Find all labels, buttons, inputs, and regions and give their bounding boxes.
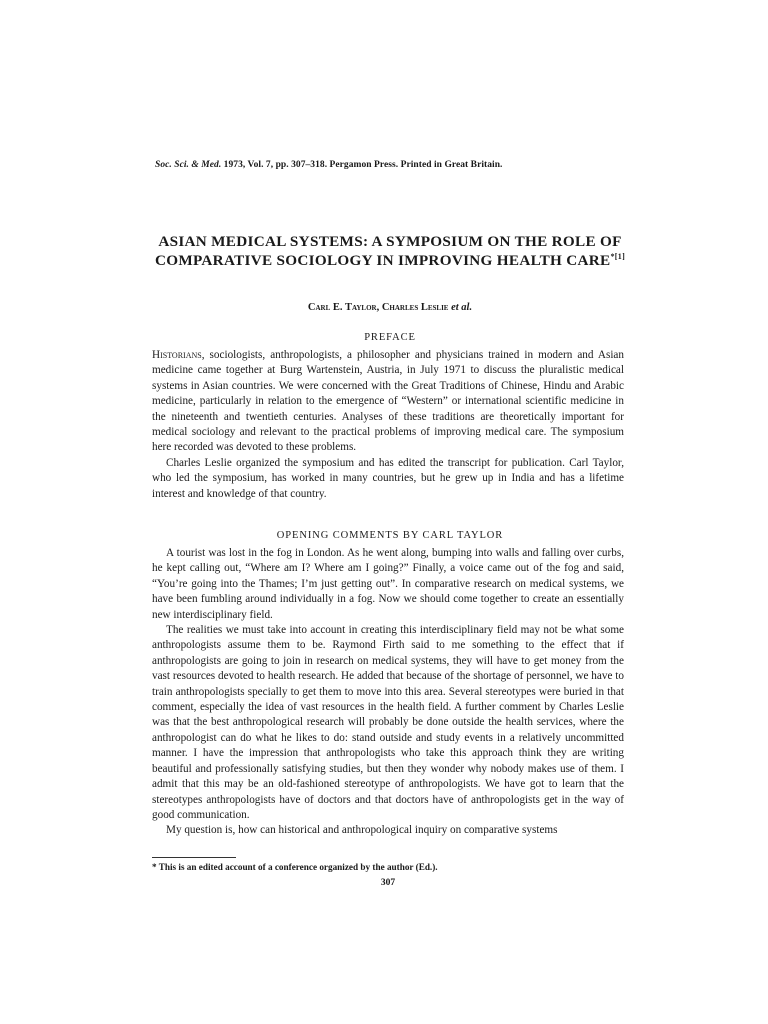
author-names: Carl E. Taylor, Charles Leslie bbox=[307, 302, 449, 313]
opening-comments-heading: OPENING COMMENTS BY CARL TAYLOR bbox=[276, 530, 504, 541]
author-line bbox=[150, 302, 630, 313]
citation-details: 1973, Vol. 7, pp. 307–318. Pergamon Press. Printed in Great Britain. bbox=[221, 160, 503, 170]
article-title bbox=[150, 232, 630, 270]
page-number: 307 bbox=[380, 878, 396, 888]
title-footnote-marker: *[1] bbox=[610, 251, 626, 261]
preface-heading: PREFACE bbox=[364, 332, 416, 343]
opening-paragraph-2: The realities we must take into account in creating this interdisciplinary field may not be what some anthropologists assume them to be. Raymond Firth said to me something to the effect that if anthropologists are going to join in research on medical systems, they will have to get money from the vast resources devoted to health research. He added that because of the shortage of personnel, we have to train anthropologists specially to get them to move into this area. Several stereotypes were buried in that comment, especially the idea of vast resources in the health field. A further comment by Charles Leslie was that the best anthropological research will probably be done outside the health services, where the anthropologist can do what he likes to do: stand outside and study events in a relatively uncommitted manner. I have the impression that anthropologists who take this approach think they are writing beautiful and professionally satisfying studies, but then they wonder why nobody makes use of them. I admit that this may be an old-fashioned stereotype of anthropologists. We have got to learn that the stereotypes anthropologists have of doctors and that doctors have of anthropologists get in the way of good communication. bbox=[152, 624, 624, 821]
journal-citation bbox=[155, 160, 635, 170]
opening-paragraph-1: A tourist was lost in the fog in London. As he went along, bumping into walls and falling over curbs, he kept calling out, “Where am I? Where am I going?” Finally, a voice came out of the fog and said, “You’re going into the Thames; I’m just getting out”. In comparative research on medical systems, we have been fumbling around individually in a fog. Now we should come together to create an essentially new interdisciplinary field. bbox=[152, 547, 624, 621]
journal-abbreviation: Soc. Sci. & Med. bbox=[155, 160, 222, 170]
preface-paragraph-2: Charles Leslie organized the symposium and has edited the transcript for publication. Carl Taylor, who led the symposium, has worked in many countries, but he grew up in India and has a lifetime interest and knowledge of that country. bbox=[152, 456, 624, 500]
opening-paragraph-3: My question is, how can historical and anthropological inquiry on comparative systems bbox=[166, 824, 558, 837]
preface-paragraph-1 bbox=[152, 348, 624, 456]
preface-section bbox=[152, 348, 624, 502]
footnote: * This is an edited account of a conference organized by the author (Ed.). bbox=[152, 862, 438, 872]
article-title-text: ASIAN MEDICAL SYSTEMS: A SYMPOSIUM ON THE ROLE OF COMPARATIVE SOCIOLOGY IN IMPROVING HEALTH CARE bbox=[154, 233, 622, 269]
preface-lead-word: Historians bbox=[152, 349, 202, 361]
footnote-divider bbox=[152, 857, 236, 858]
author-etal: et al. bbox=[448, 302, 473, 313]
opening-comments-section bbox=[152, 546, 624, 839]
preface-paragraph-1-text: , sociologists, anthropologists, a philosopher and physicians trained in modern and Asian medicine came together at Burg Wartenstein, Austria, in July 1971 to discuss the pluralistic medical systems in Asian countries. We were concerned with the Great Traditions of Chinese, Hindu and Arabic medicine, particularly in relation to the emergence of “Western” or international scientific medicine in the nineteenth and twentieth centuries. Analyses of these traditions are theoretically important for medical sociology and relevant to the practical problems of improving medical care. The symposium here recorded was devoted to these problems. bbox=[152, 349, 624, 454]
